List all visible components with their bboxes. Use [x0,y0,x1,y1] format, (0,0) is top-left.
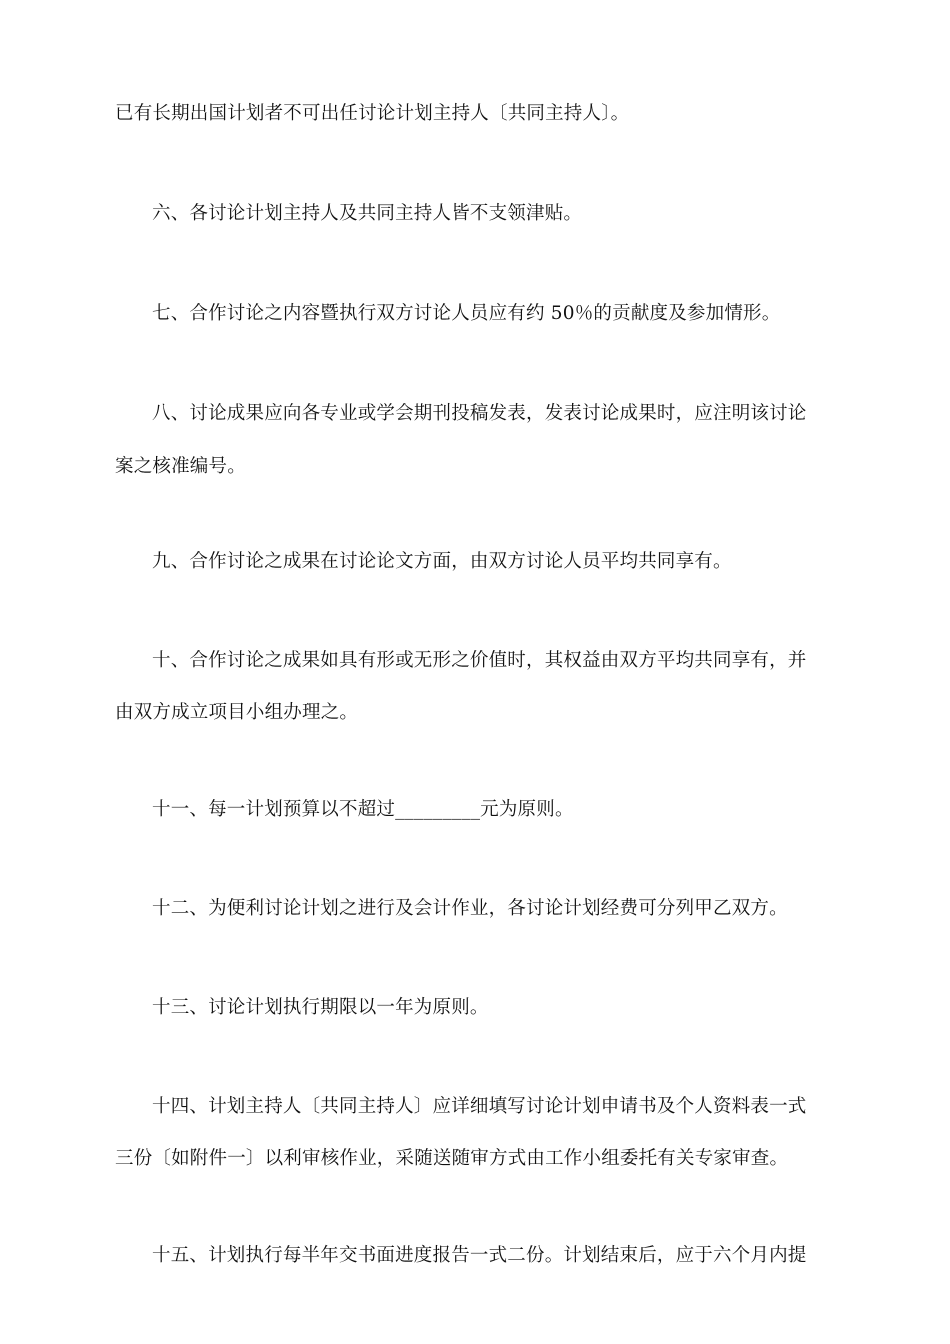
paragraph-line: 十四、计划主持人〔共同主持人〕应详细填写讨论计划申请书及个人资料表一式 [152,1096,807,1117]
paragraph-line: 十、合作讨论之成果如具有形或无形之价值时，其权益由双方平均共同享有，并 [152,650,807,671]
paragraph-line: 十五、计划执行每半年交书面进度报告一式二份。计划结束后，应于六个月内提 [152,1245,807,1266]
paragraph-line: 案之核准编号。 [115,456,246,477]
paragraph-line: 八、讨论成果应向各专业或学会期刊投稿发表，发表讨论成果时，应注明该讨论 [152,403,807,424]
paragraph-line: 七、合作讨论之内容暨执行双方讨论人员应有约 50％的贡献度及参加情形。 [152,303,781,324]
paragraph-line: 十三、讨论计划执行期限以一年为原则。 [152,997,489,1018]
paragraph-line: 九、合作讨论之成果在讨论论文方面，由双方讨论人员平均共同享有。 [152,551,732,572]
paragraph-line: 三份〔如附件一〕以利审核作业，采随送随审方式由工作小组委托有关专家审查。 [115,1148,789,1169]
paragraph-line: 六、各讨论计划主持人及共同主持人皆不支领津贴。 [152,203,583,224]
paragraph-line: 十一、每一计划预算以不超过_________元为原则。 [152,799,574,820]
paragraph-line: 由双方成立项目小组办理之。 [115,702,359,723]
paragraph-line: 十二、为便利讨论计划之进行及会计作业，各讨论计划经费可分列甲乙双方。 [152,898,788,919]
paragraph-line: 已有长期出国计划者不可出任讨论计划主持人〔共同主持人〕。 [115,103,630,124]
